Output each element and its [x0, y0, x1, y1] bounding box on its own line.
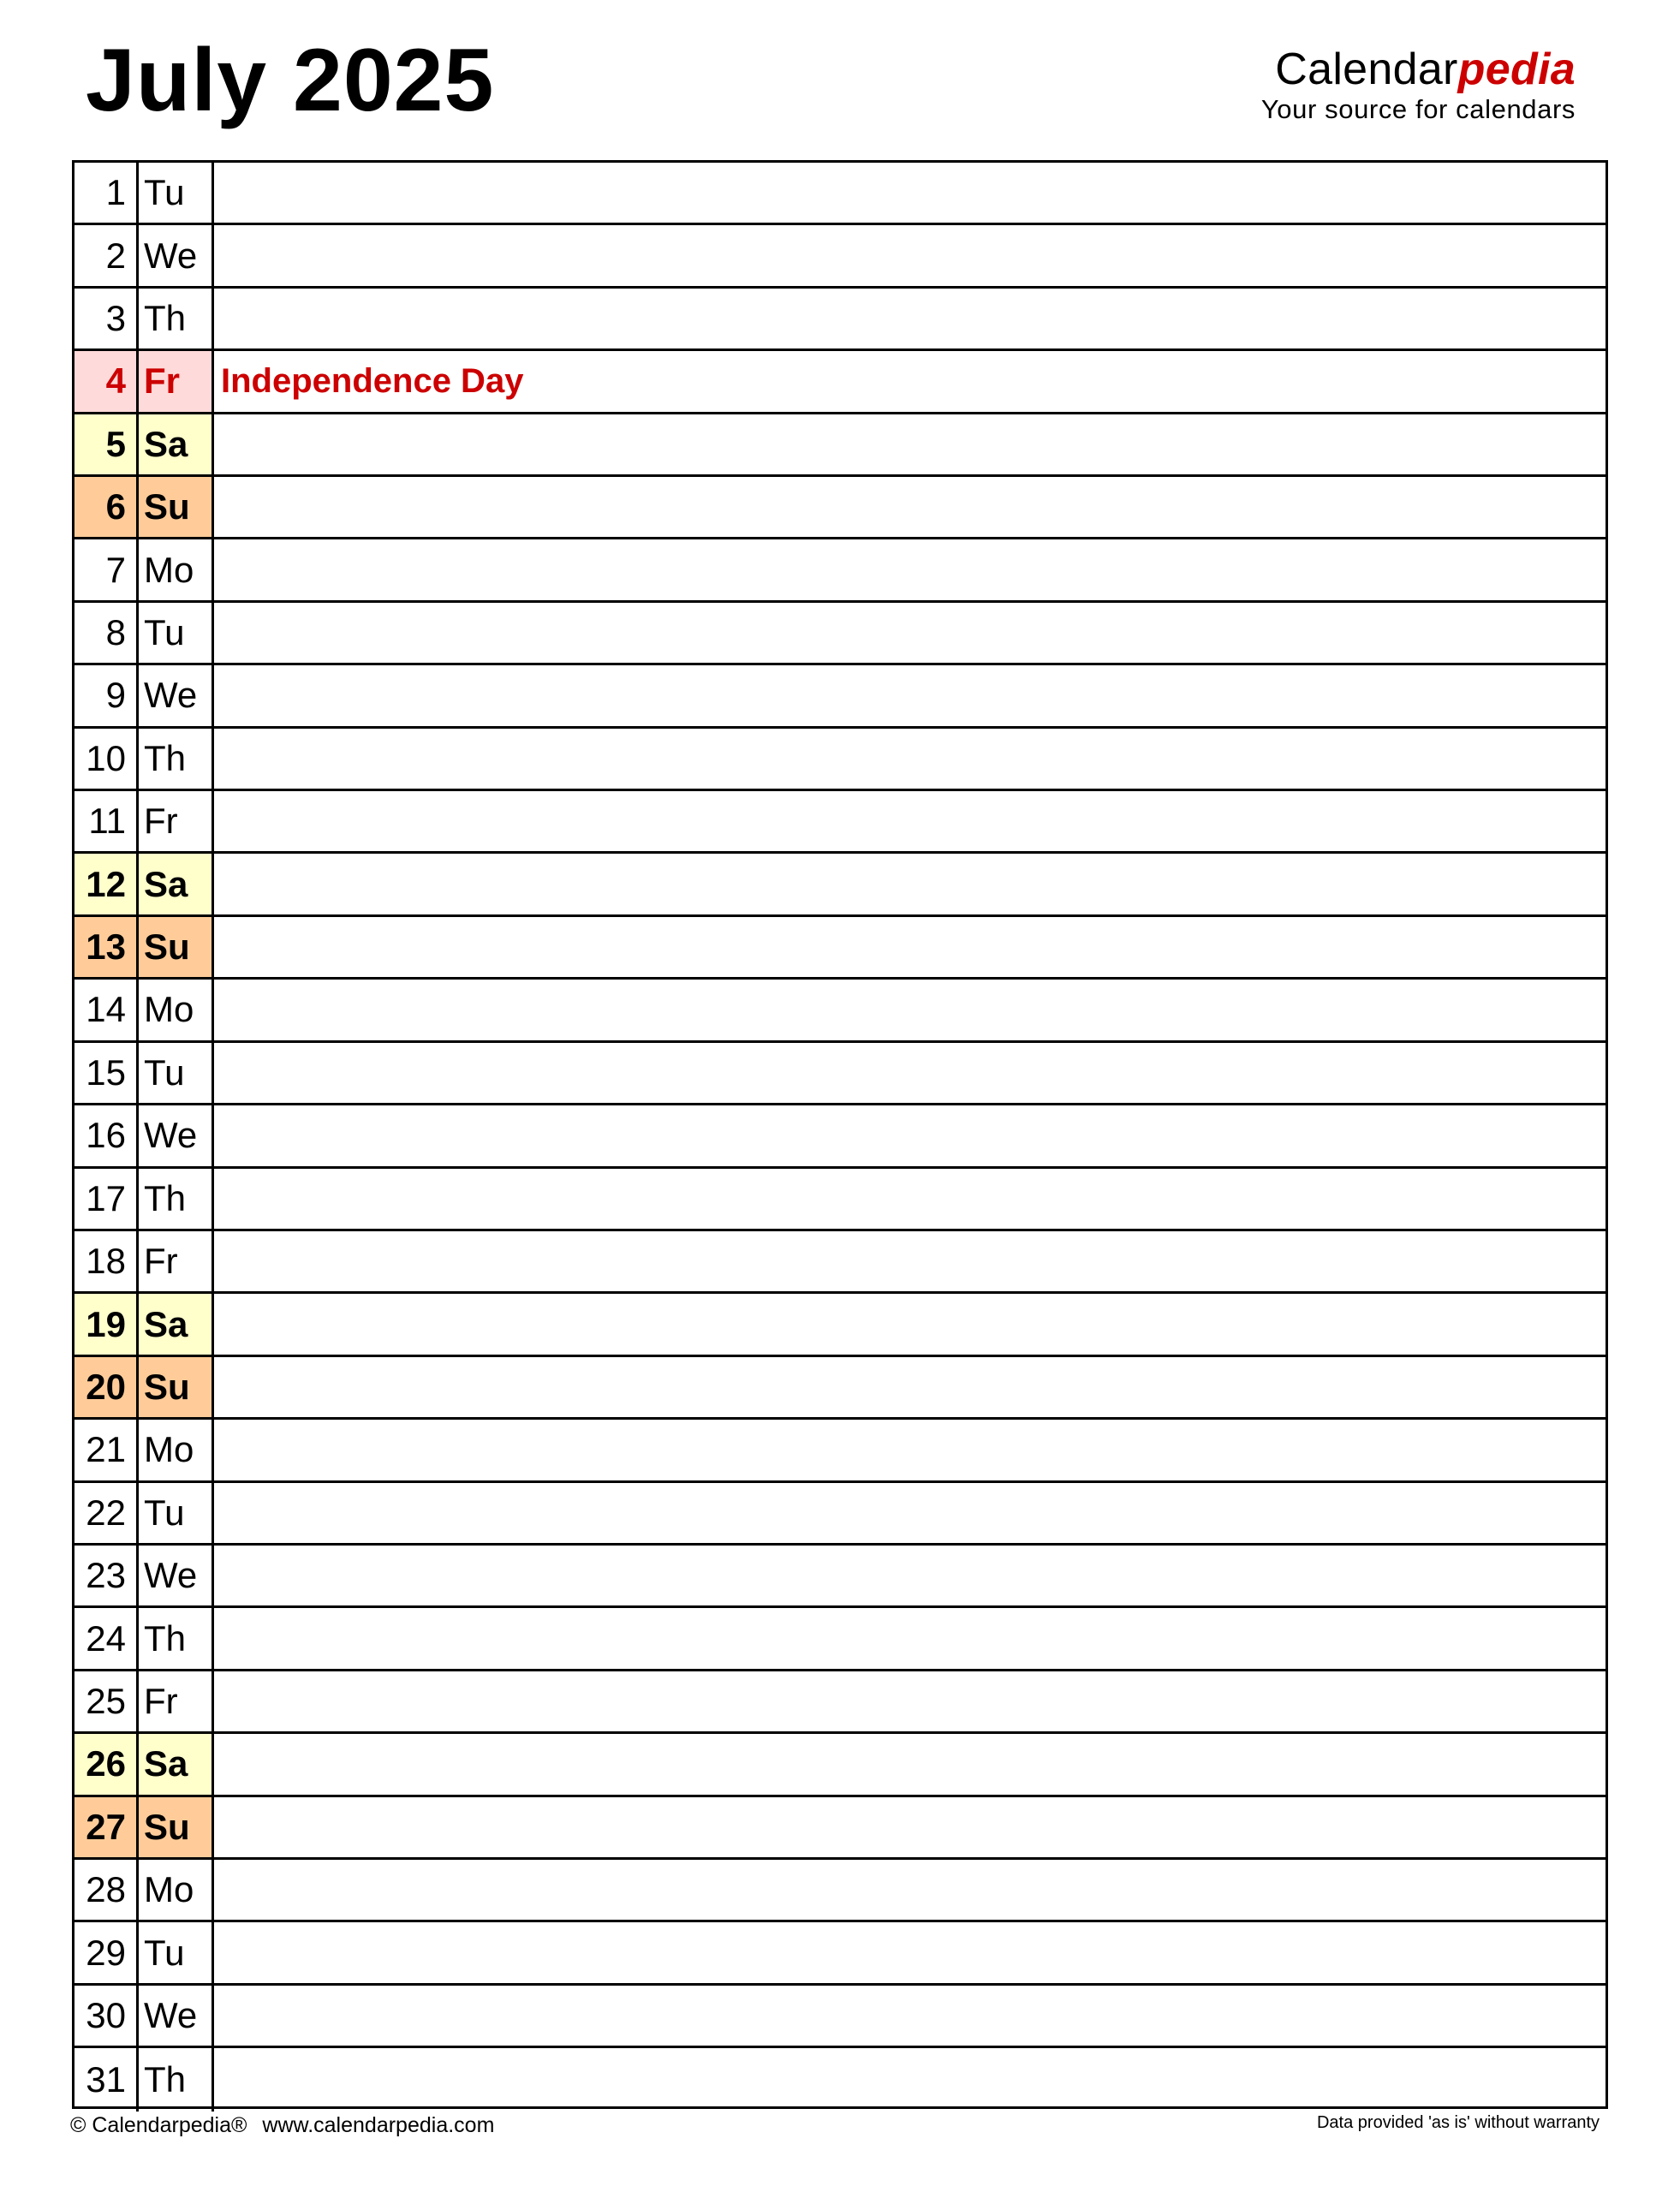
day-number: 18 [74, 1231, 139, 1291]
day-row [74, 1734, 1606, 1796]
day-row [74, 1671, 1606, 1734]
day-number: 22 [74, 1483, 139, 1543]
day-of-week: Tu [139, 1043, 214, 1103]
day-note-field[interactable] [214, 729, 1606, 789]
day-of-week: We [139, 1546, 214, 1605]
day-of-week: Th [139, 1169, 214, 1229]
day-row [74, 1294, 1606, 1356]
day-of-week: Mo [139, 1860, 214, 1920]
logo-brand [1261, 47, 1576, 92]
day-of-week: We [139, 225, 214, 285]
day-number: 17 [74, 1169, 139, 1229]
day-note-field[interactable] [214, 1860, 1606, 1920]
day-row [74, 351, 1606, 414]
day-of-week: Fr [139, 791, 214, 851]
day-number: 15 [74, 1043, 139, 1103]
day-note-field[interactable] [214, 163, 1606, 223]
day-of-week: Sa [139, 1734, 214, 1794]
day-number: 13 [74, 917, 139, 977]
day-number: 20 [74, 1357, 139, 1417]
day-of-week: Su [139, 917, 214, 977]
day-number: 2 [74, 225, 139, 285]
day-note-field[interactable] [214, 2048, 1606, 2111]
day-row [74, 917, 1606, 980]
day-number: 31 [74, 2048, 139, 2111]
day-number: 21 [74, 1420, 139, 1480]
day-row [74, 539, 1606, 602]
day-row [74, 1420, 1606, 1482]
day-note-field[interactable] [214, 603, 1606, 663]
day-row [74, 1043, 1606, 1105]
day-of-week: Tu [139, 1483, 214, 1543]
day-number: 11 [74, 791, 139, 851]
day-of-week: Sa [139, 1294, 214, 1354]
day-number: 14 [74, 980, 139, 1039]
day-of-week: Su [139, 1797, 214, 1857]
day-note-field[interactable] [214, 1608, 1606, 1668]
day-of-week: We [139, 1105, 214, 1165]
page-title: July 2025 [86, 31, 495, 130]
day-note-field[interactable] [214, 1483, 1606, 1543]
day-number: 3 [74, 289, 139, 348]
day-note-field[interactable] [214, 665, 1606, 725]
day-number: 27 [74, 1797, 139, 1857]
day-row [74, 414, 1606, 477]
logo-tagline: Your source for calendars [1260, 94, 1576, 124]
day-number: 25 [74, 1671, 139, 1731]
day-row [74, 1986, 1606, 2048]
day-of-week: Th [139, 729, 214, 789]
day-note-field[interactable] [214, 539, 1606, 599]
day-note-field[interactable] [214, 1231, 1606, 1291]
day-row [74, 1608, 1606, 1671]
day-of-week: Fr [139, 1231, 214, 1291]
day-number: 4 [74, 351, 139, 411]
day-row [74, 980, 1606, 1042]
day-number: 7 [74, 539, 139, 599]
day-note-field[interactable] [214, 289, 1606, 348]
day-number: 8 [74, 603, 139, 663]
day-number: 16 [74, 1105, 139, 1165]
day-row [74, 603, 1606, 665]
day-note-field[interactable]: Independence Day [221, 361, 524, 400]
day-row [74, 665, 1606, 728]
day-of-week: Mo [139, 980, 214, 1039]
day-number: 1 [74, 163, 139, 223]
day-row [74, 477, 1606, 539]
day-of-week: Sa [139, 414, 214, 474]
logo-brand-accent: pedia [1457, 45, 1576, 94]
day-row [74, 2048, 1606, 2111]
day-of-week: Mo [139, 1420, 214, 1480]
day-of-week: Su [139, 477, 214, 537]
day-note-field[interactable] [214, 854, 1606, 914]
day-note-field[interactable] [214, 1043, 1606, 1103]
day-number: 10 [74, 729, 139, 789]
day-number: 9 [74, 665, 139, 725]
day-of-week: Fr [139, 351, 214, 411]
day-row [74, 1169, 1606, 1231]
day-number: 5 [74, 414, 139, 474]
day-note-field[interactable] [214, 1546, 1606, 1605]
day-row [74, 1546, 1606, 1608]
day-number: 30 [74, 1986, 139, 2046]
day-note-field[interactable] [214, 1105, 1606, 1165]
day-note-field[interactable] [214, 1922, 1606, 1982]
day-of-week: Su [139, 1357, 214, 1417]
day-row [74, 289, 1606, 351]
day-number: 6 [74, 477, 139, 537]
day-row [74, 1860, 1606, 1922]
calendar-table [72, 160, 1608, 2109]
day-row [74, 1357, 1606, 1420]
day-number: 24 [74, 1608, 139, 1668]
day-row [74, 163, 1606, 225]
day-note-field[interactable] [214, 1294, 1606, 1354]
day-row [74, 729, 1606, 791]
day-of-week: Tu [139, 1922, 214, 1982]
day-note-field[interactable] [214, 1169, 1606, 1229]
day-row [74, 791, 1606, 854]
day-note-field[interactable] [214, 1420, 1606, 1480]
day-number: 12 [74, 854, 139, 914]
day-row [74, 1922, 1606, 1985]
day-of-week: Th [139, 289, 214, 348]
day-note-field[interactable] [214, 1357, 1606, 1417]
day-of-week: Tu [139, 163, 214, 223]
footer-left [70, 2113, 494, 2138]
day-row [74, 1483, 1606, 1546]
day-of-week: Sa [139, 854, 214, 914]
day-of-week: We [139, 665, 214, 725]
day-note-field[interactable] [214, 1986, 1606, 2046]
day-number: 26 [74, 1734, 139, 1794]
day-of-week: Mo [139, 539, 214, 599]
day-of-week: Tu [139, 603, 214, 663]
day-row [74, 1797, 1606, 1860]
day-of-week: Th [139, 1608, 214, 1668]
day-of-week: Fr [139, 1671, 214, 1731]
day-number: 28 [74, 1860, 139, 1920]
day-row [74, 1105, 1606, 1168]
footer-url[interactable]: www.calendarpedia.com [262, 2113, 495, 2137]
day-note-field[interactable] [214, 1671, 1606, 1731]
day-note-field[interactable] [214, 414, 1606, 474]
day-note-field[interactable] [214, 791, 1606, 851]
day-note-field[interactable] [214, 1797, 1606, 1857]
day-note-field[interactable] [214, 917, 1606, 977]
calendarpedia-logo [1261, 47, 1576, 122]
logo-brand-main: Calendar [1275, 45, 1458, 94]
day-of-week: We [139, 1986, 214, 2046]
day-note-field[interactable] [214, 980, 1606, 1039]
day-of-week: Th [139, 2048, 214, 2111]
day-number: 23 [74, 1546, 139, 1605]
day-row [74, 225, 1606, 288]
day-number: 29 [74, 1922, 139, 1982]
day-row [74, 854, 1606, 916]
day-number: 19 [74, 1294, 139, 1354]
footer-disclaimer: Data provided 'as is' without warranty [1316, 2113, 1600, 2132]
day-note-field[interactable] [214, 477, 1606, 537]
footer-copyright: © Calendarpedia® [70, 2113, 247, 2137]
day-note-field[interactable] [214, 225, 1606, 285]
day-row [74, 1231, 1606, 1294]
day-note-field[interactable] [214, 1734, 1606, 1794]
